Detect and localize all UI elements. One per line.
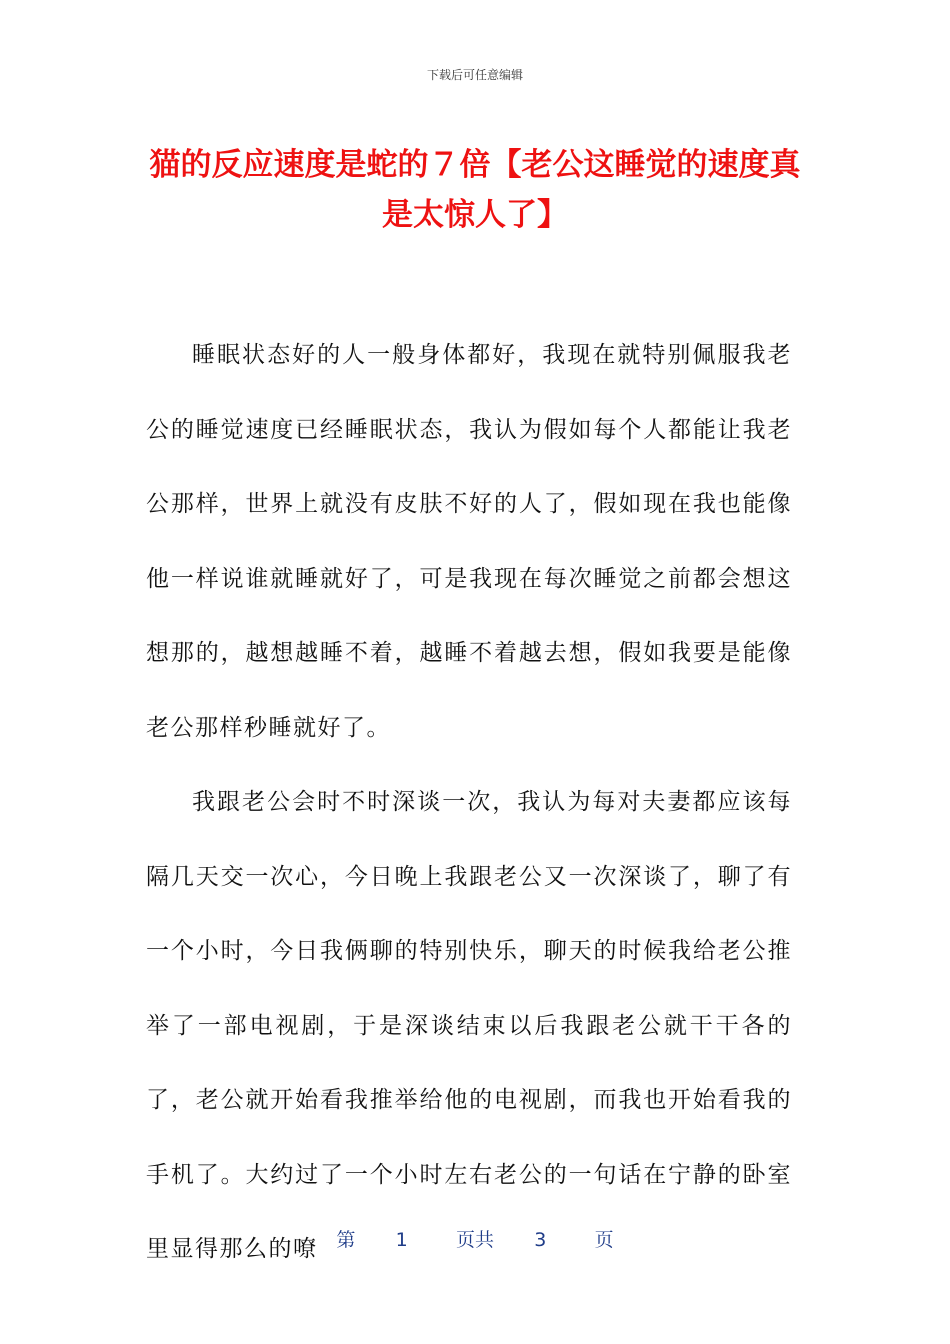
page-label-prefix: 第 — [336, 1229, 356, 1251]
header-note: 下载后可任意编辑 — [426, 68, 523, 82]
paragraph: 我跟老公会时不时深谈一次，我认为每对夫妻都应该每隔几天交一次心，今日晚上我跟老公又一次深谈了，聊了有一个小时，今日我俩聊的特别快乐，聊天的时候我给老公推举了一部电视剧，于是深谈结束以后我跟老公就干干各的了，老公就开始看我推举给他的电视剧，而我也开始看我的手机了。大约过了一个小时左右老公的一句话在宁静的卧室里显得那么的嘹 — [146, 789, 792, 1262]
page-footer — [0, 1225, 950, 1252]
page-label-middle: 页共 — [455, 1229, 494, 1251]
paragraph: 睡眠状态好的人一般身体都好，我现在就特别佩服我老公的睡觉速度已经睡眠状态，我认为假如每个人都能让我老公那样，世界上就没有皮肤不好的人了，假如现在我也能像他一样说谁就睡就好了，可是我现在每次睡觉之前都会想这想那的，越想越睡不着，越睡不着越去想，假如我要是能像老公那样秒睡就好了。 — [146, 342, 792, 741]
current-page-number: 1 — [395, 1229, 408, 1251]
total-pages-number: 3 — [534, 1229, 547, 1251]
document-body — [146, 318, 792, 1287]
document-title: 猫的反应速度是蛇的７倍【老公这睡觉的速度真是太惊人了】 — [149, 147, 801, 233]
page-label-suffix: 页 — [594, 1229, 614, 1251]
